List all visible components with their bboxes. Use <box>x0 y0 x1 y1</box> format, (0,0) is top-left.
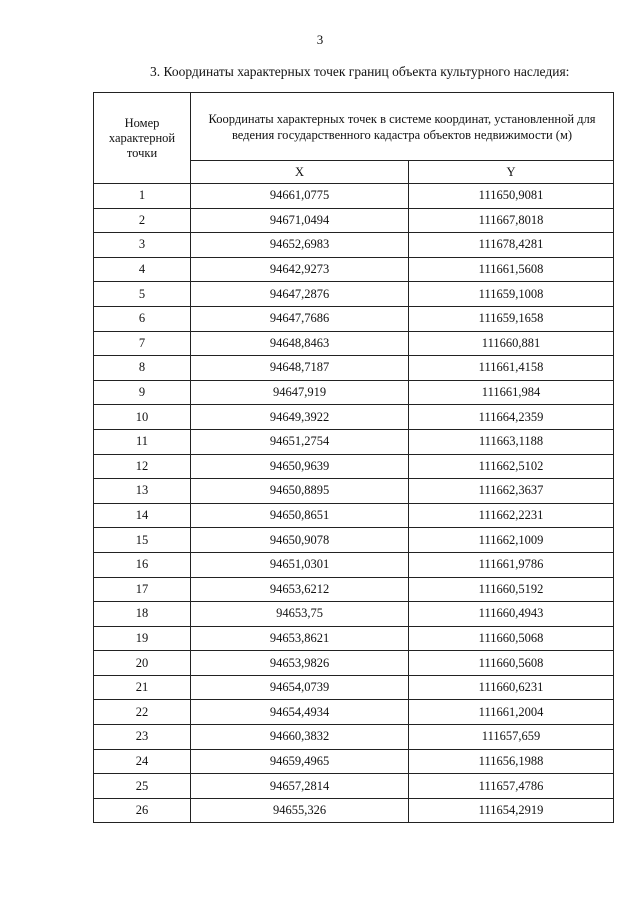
x-coordinate-cell: 94642,9273 <box>191 257 409 282</box>
table-row <box>94 331 614 356</box>
header-point-number-label: Номер характерной точки <box>108 115 176 160</box>
y-coordinate-cell: 111659,1008 <box>409 282 614 307</box>
x-coordinate-cell: 94651,2754 <box>191 429 409 454</box>
table-row <box>94 798 614 823</box>
x-coordinate-cell: 94647,919 <box>191 380 409 405</box>
table-row <box>94 700 614 725</box>
x-coordinate-cell: 94653,6212 <box>191 577 409 602</box>
y-coordinate-cell: 111667,8018 <box>409 208 614 233</box>
point-number-cell: 13 <box>94 479 191 504</box>
x-coordinate-cell: 94671,0494 <box>191 208 409 233</box>
x-coordinate-cell: 94651,0301 <box>191 552 409 577</box>
y-coordinate-cell: 111660,5608 <box>409 651 614 676</box>
point-number-cell: 1 <box>94 184 191 209</box>
table-row <box>94 626 614 651</box>
point-number-cell: 24 <box>94 749 191 774</box>
x-coordinate-cell: 94650,9078 <box>191 528 409 553</box>
table-row <box>94 528 614 553</box>
point-number-cell: 3 <box>94 233 191 258</box>
table-row <box>94 454 614 479</box>
point-number-cell: 20 <box>94 651 191 676</box>
table-row <box>94 479 614 504</box>
x-coordinate-cell: 94653,9826 <box>191 651 409 676</box>
x-coordinate-cell: 94654,4934 <box>191 700 409 725</box>
y-coordinate-cell: 111660,5068 <box>409 626 614 651</box>
coordinates-table-body <box>94 93 614 823</box>
point-number-cell: 10 <box>94 405 191 430</box>
x-coordinate-cell: 94655,326 <box>191 798 409 823</box>
point-number-cell: 12 <box>94 454 191 479</box>
x-coordinate-cell: 94650,8651 <box>191 503 409 528</box>
table-row <box>94 577 614 602</box>
y-coordinate-cell: 111662,2231 <box>409 503 614 528</box>
y-coordinate-cell: 111661,9786 <box>409 552 614 577</box>
x-coordinate-cell: 94659,4965 <box>191 749 409 774</box>
y-coordinate-cell: 111661,4158 <box>409 356 614 381</box>
point-number-cell: 17 <box>94 577 191 602</box>
x-coordinate-cell: 94649,3922 <box>191 405 409 430</box>
table-header-row <box>94 93 614 161</box>
table-row <box>94 503 614 528</box>
y-coordinate-cell: 111657,659 <box>409 725 614 750</box>
x-coordinate-cell: 94647,7686 <box>191 306 409 331</box>
x-coordinate-cell: 94654,0739 <box>191 675 409 700</box>
y-coordinate-cell: 111661,2004 <box>409 700 614 725</box>
point-number-cell: 9 <box>94 380 191 405</box>
x-coordinate-cell: 94657,2814 <box>191 774 409 799</box>
y-coordinate-cell: 111661,984 <box>409 380 614 405</box>
header-coordinates: Координаты характерных точек в системе координат, установленной для ведения государственного кадастра объектов недвижимости (м) <box>191 93 614 161</box>
y-coordinate-cell: 111659,1658 <box>409 306 614 331</box>
x-coordinate-cell: 94653,8621 <box>191 626 409 651</box>
page-number: 3 <box>316 32 324 47</box>
point-number-cell: 25 <box>94 774 191 799</box>
section-title: 3. Координаты характерных точек границ объекта культурного наследия: <box>150 64 570 79</box>
coordinates-table <box>93 92 614 823</box>
header-point-number <box>94 93 191 184</box>
header-x: X <box>191 161 409 184</box>
y-coordinate-cell: 111660,5192 <box>409 577 614 602</box>
point-number-cell: 19 <box>94 626 191 651</box>
point-number-cell: 16 <box>94 552 191 577</box>
point-number-cell: 23 <box>94 725 191 750</box>
table-row <box>94 774 614 799</box>
y-coordinate-cell: 111663,1188 <box>409 429 614 454</box>
x-coordinate-cell: 94648,7187 <box>191 356 409 381</box>
point-number-cell: 11 <box>94 429 191 454</box>
y-coordinate-cell: 111678,4281 <box>409 233 614 258</box>
table-row <box>94 602 614 627</box>
point-number-cell: 7 <box>94 331 191 356</box>
point-number-cell: 14 <box>94 503 191 528</box>
y-coordinate-cell: 111662,1009 <box>409 528 614 553</box>
point-number-cell: 21 <box>94 675 191 700</box>
table-row <box>94 380 614 405</box>
y-coordinate-cell: 111660,881 <box>409 331 614 356</box>
point-number-cell: 26 <box>94 798 191 823</box>
y-coordinate-cell: 111661,5608 <box>409 257 614 282</box>
y-coordinate-cell: 111662,3637 <box>409 479 614 504</box>
point-number-cell: 2 <box>94 208 191 233</box>
y-coordinate-cell: 111650,9081 <box>409 184 614 209</box>
x-coordinate-cell: 94650,9639 <box>191 454 409 479</box>
table-row <box>94 675 614 700</box>
table-row <box>94 257 614 282</box>
y-coordinate-cell: 111660,6231 <box>409 675 614 700</box>
point-number-cell: 15 <box>94 528 191 553</box>
point-number-cell: 6 <box>94 306 191 331</box>
point-number-cell: 4 <box>94 257 191 282</box>
x-coordinate-cell: 94660,3832 <box>191 725 409 750</box>
point-number-cell: 5 <box>94 282 191 307</box>
header-y: Y <box>409 161 614 184</box>
table-row <box>94 725 614 750</box>
table-row <box>94 749 614 774</box>
y-coordinate-cell: 111657,4786 <box>409 774 614 799</box>
x-coordinate-cell: 94650,8895 <box>191 479 409 504</box>
y-coordinate-cell: 111660,4943 <box>409 602 614 627</box>
x-coordinate-cell: 94653,75 <box>191 602 409 627</box>
table-row <box>94 282 614 307</box>
table-row <box>94 184 614 209</box>
table-row <box>94 651 614 676</box>
table-row <box>94 429 614 454</box>
x-coordinate-cell: 94648,8463 <box>191 331 409 356</box>
table-row <box>94 405 614 430</box>
table-row <box>94 306 614 331</box>
table-row <box>94 208 614 233</box>
table-row <box>94 233 614 258</box>
x-coordinate-cell: 94647,2876 <box>191 282 409 307</box>
y-coordinate-cell: 111654,2919 <box>409 798 614 823</box>
y-coordinate-cell: 111662,5102 <box>409 454 614 479</box>
x-coordinate-cell: 94661,0775 <box>191 184 409 209</box>
point-number-cell: 18 <box>94 602 191 627</box>
x-coordinate-cell: 94652,6983 <box>191 233 409 258</box>
table-row <box>94 552 614 577</box>
point-number-cell: 22 <box>94 700 191 725</box>
table-row <box>94 356 614 381</box>
point-number-cell: 8 <box>94 356 191 381</box>
y-coordinate-cell: 111664,2359 <box>409 405 614 430</box>
y-coordinate-cell: 111656,1988 <box>409 749 614 774</box>
